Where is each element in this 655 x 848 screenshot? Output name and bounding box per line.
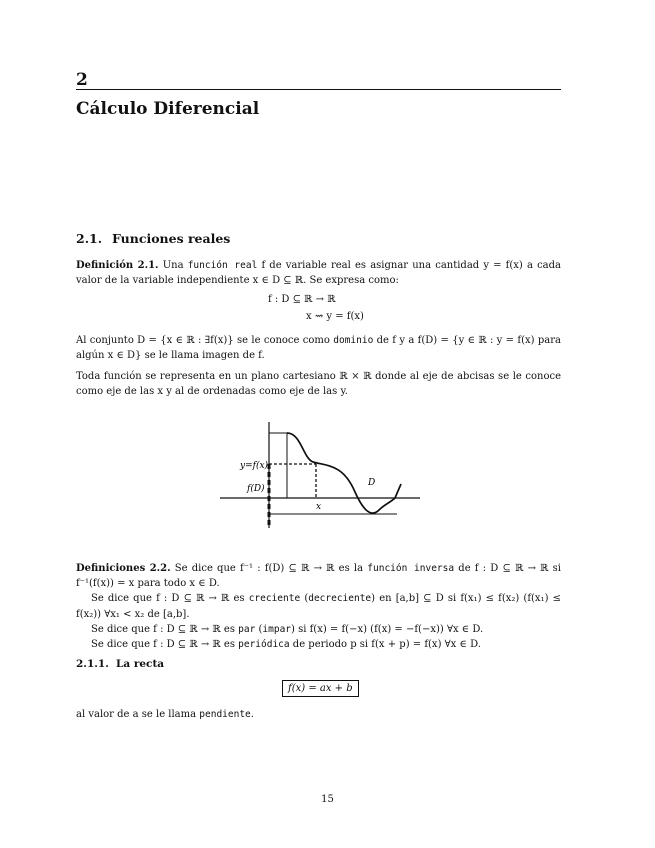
definition-2-1: Definición 2.1. Una función real f de variable real es asignar una cantidad y = f(x) a cada valor de la variable independiente x ∈ D ⊆ ℝ. Se expresa como: <box>76 260 562 287</box>
display-math-line-2: x ⇝ y = f(x) <box>306 311 364 322</box>
term-dominio: dominio <box>333 335 374 346</box>
defs22-paragraph-3: Se dice que f : D ⊆ ℝ → ℝ es par (impar) si f(x) = f(−x) (f(x) = −f(−x)) ∀x ∈ D. <box>91 623 484 635</box>
display-math-line-1: f : D ⊆ ℝ → ℝ <box>268 294 336 305</box>
page-number: 15 <box>321 794 334 805</box>
chapter-rule <box>76 89 561 90</box>
label-y-equals-fx: y=f(x) <box>240 461 269 471</box>
chapter-number: 2 <box>76 70 88 90</box>
pendiente-paragraph: al valor de a se le llama pendiente. <box>76 709 254 720</box>
term-periodica: periódica <box>238 639 290 651</box>
definition-label: Definición 2.1. <box>76 260 159 271</box>
term-funcion-real: función real <box>187 260 258 271</box>
function-curve <box>287 433 401 513</box>
label-x: x <box>316 502 322 512</box>
section-number: 2.1. <box>76 231 103 246</box>
cartesian-paragraph: Toda función se representa en un plano cartesiano ℝ × ℝ donde al eje de abcisas se le conoce como eje de las x y al de ordenadas como eje de las y. <box>76 371 561 398</box>
label-D: D <box>368 478 376 488</box>
subsection-heading <box>76 658 164 670</box>
term-decreciente: decreciente <box>308 593 372 605</box>
term-creciente: creciente <box>248 593 301 605</box>
function-graph-figure <box>215 418 425 533</box>
subsection-number: 2.1.1. <box>76 658 109 670</box>
dominio-paragraph: Al conjunto D = {x ∈ ℝ : ∃f(x)} se le conoce como dominio de f y a f(D) = {y ∈ ℝ : y = f(x) para algún x ∈ D} se le llama imagen de f. <box>76 335 561 362</box>
term-par: par <box>238 623 256 635</box>
label-f-of-D: f(D) <box>247 484 265 494</box>
term-pendiente: pendiente <box>199 709 251 720</box>
chapter-title: Cálculo Diferencial <box>76 99 260 119</box>
defs22-paragraph-4: Se dice que f : D ⊆ ℝ → ℝ es periódica de periodo p si f(x + p) = f(x) ∀x ∈ D. <box>91 639 481 651</box>
term-funcion-inversa: función inversa <box>367 563 455 574</box>
defs22-paragraph-1: Definiciones 2.2. Se dice que f⁻¹ : f(D) ⊆ ℝ → ℝ es la función inversa de f : D ⊆ ℝ → ℝ si f⁻¹(f(x)) = x para todo x ∈ D. <box>76 563 561 590</box>
definitions-label: Definiciones 2.2. <box>76 563 171 574</box>
term-impar: impar <box>262 623 292 635</box>
defs22-paragraph-2: Se dice que f : D ⊆ ℝ → ℝ es creciente (decreciente) en [a,b] ⊆ D si f(x₁) ≤ f(x₂) (f(x₁) ≤ f(x₂)) ∀x₁ < x₂ de [a,b]. <box>76 593 561 620</box>
boxed-formula: f(x) = ax + b <box>282 680 359 697</box>
subsection-title: La recta <box>116 658 165 670</box>
definitions-2-2 <box>76 561 561 652</box>
section-title: Funciones reales <box>112 231 231 246</box>
section-heading <box>76 231 230 246</box>
